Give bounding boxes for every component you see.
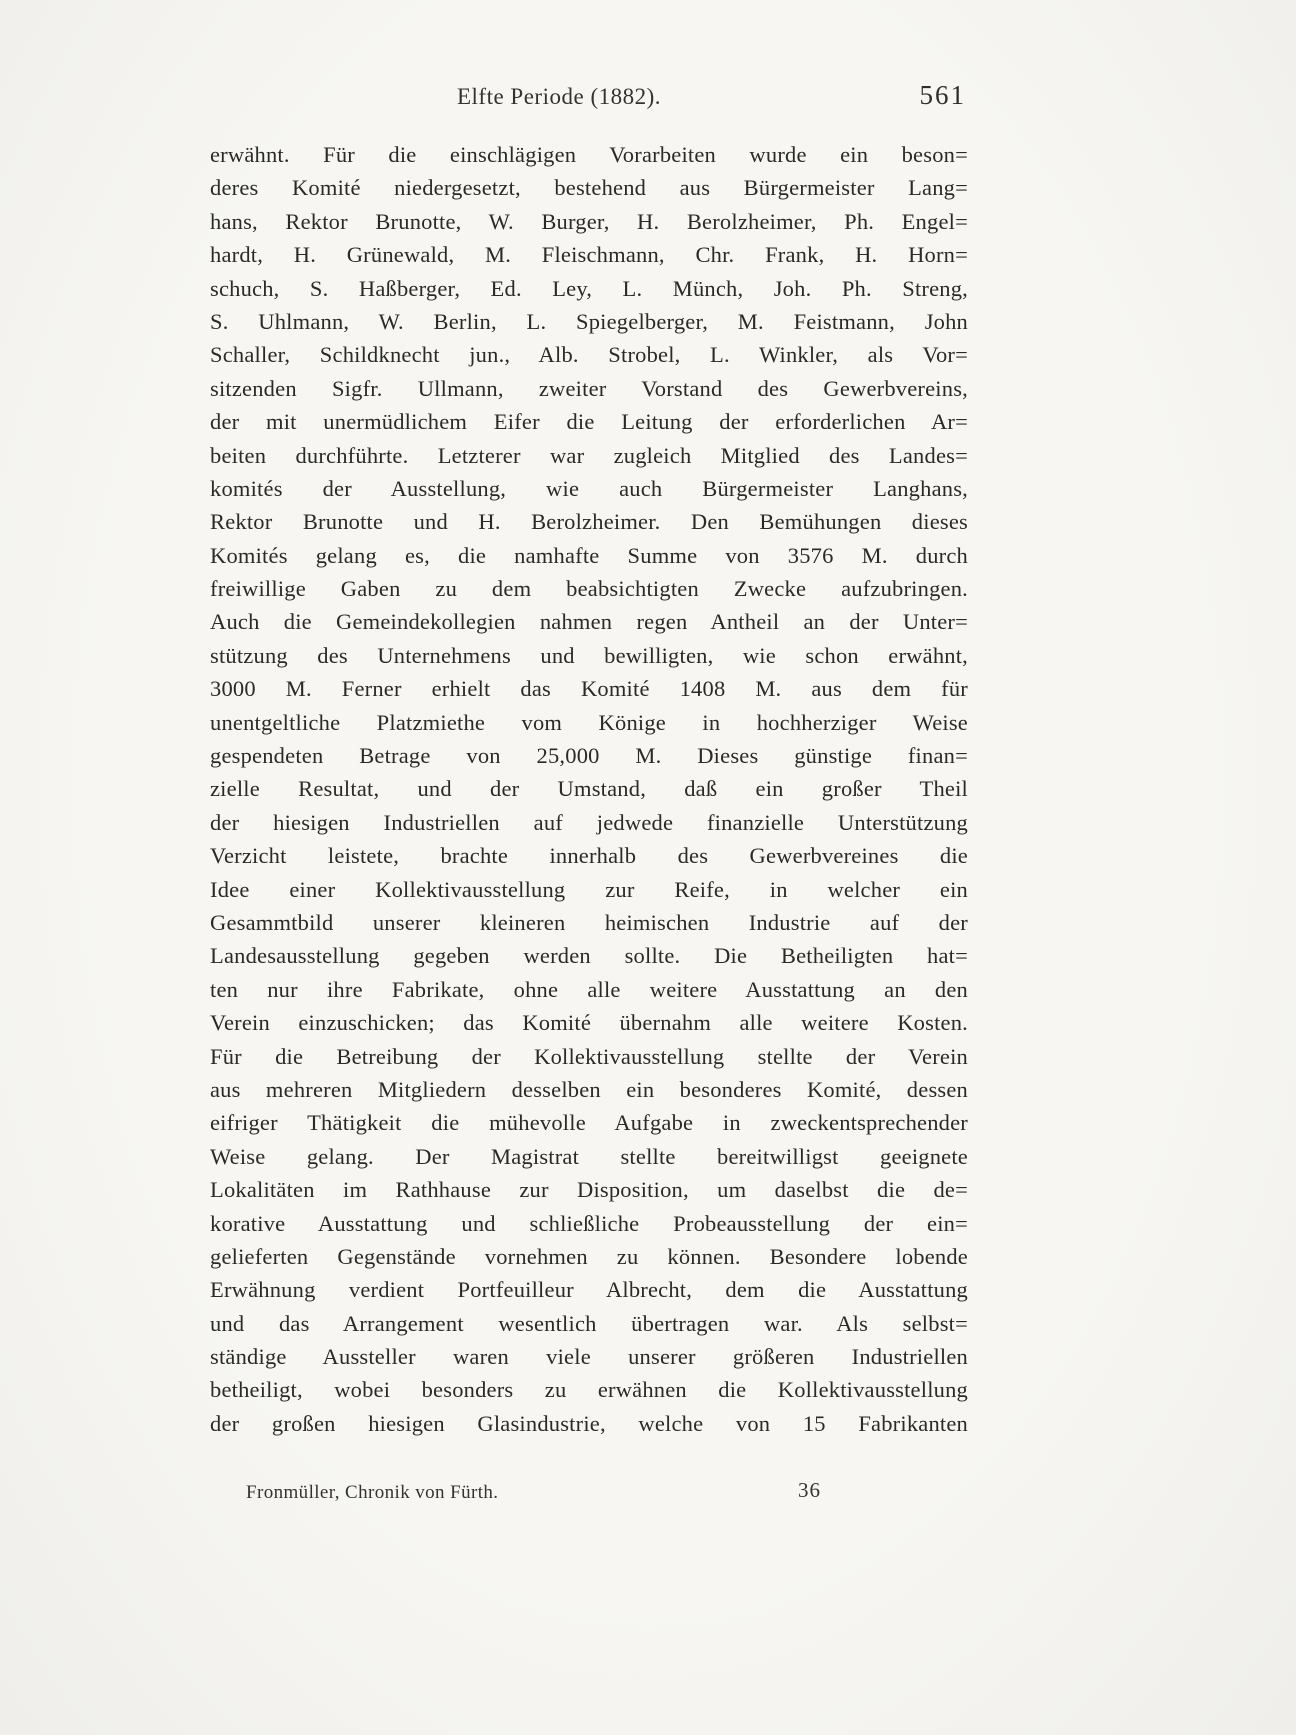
text-line: Komités gelang es, die namhafte Summe von 3576 M. durch <box>210 542 968 568</box>
text-line: der hiesigen Industriellen auf jedwede finanzielle Unterstützung <box>210 809 968 835</box>
text-line: Lokalitäten im Rathhause zur Disposition, um daselbst die de= <box>210 1177 968 1203</box>
text-line: zielle Resultat, und der Umstand, daß ein großer Theil <box>210 776 968 802</box>
text-line: erwähnt. Für die einschlägigen Vorarbeiten wurde ein beson= <box>210 142 968 167</box>
page-header <box>210 80 968 116</box>
footer-source: Fronmüller, Chronik von Fürth. <box>246 1482 499 1503</box>
running-title: Elfte Periode (1882). <box>456 84 662 109</box>
text-line: ständige Aussteller waren viele unserer größeren Industriellen <box>210 1344 968 1370</box>
text-line: stützung des Unternehmens und bewilligten, wie schon erwähnt, <box>210 642 968 668</box>
text-line: deres Komité niedergesetzt, bestehend aus Bürgermeister Lang= <box>210 175 968 201</box>
text-line: 3000 M. Ferner erhielt das Komité 1408 M. aus dem für <box>210 676 968 702</box>
text-line: der großen hiesigen Glasindustrie, welche von 15 Fabrikanten <box>210 1410 968 1436</box>
text-line: beiten durchführte. Letzterer war zugleich Mitglied des Landes= <box>210 442 968 468</box>
text-line: gespendeten Betrage von 25,000 M. Dieses günstige finan= <box>210 743 968 769</box>
text-line: ten nur ihre Fabrikate, ohne alle weitere Ausstattung an den <box>210 976 968 1002</box>
text-line: Idee einer Kollektivausstellung zur Reife, in welcher ein <box>210 876 968 902</box>
text-line: korative Ausstattung und schließliche Probeausstellung der ein= <box>210 1210 968 1236</box>
text-line: Landesausstellung gegeben werden sollte. Die Betheiligten hat= <box>210 943 968 969</box>
text-line: Auch die Gemeindekollegien nahmen regen Antheil an der Unter= <box>210 609 968 635</box>
text-line: hans, Rektor Brunotte, W. Burger, H. Berolzheimer, Ph. Engel= <box>210 208 968 234</box>
text-line: Verzicht leistete, brachte innerhalb des Gewerbvereines die <box>210 843 968 869</box>
text-line: betheiligt, wobei besonders zu erwähnen die Kollektivausstellung <box>210 1377 968 1403</box>
text-line: unentgeltliche Platzmiethe vom Könige in hochherziger Weise <box>210 709 968 735</box>
text-line: Rektor Brunotte und H. Berolzheimer. Den Bemühungen dieses <box>210 509 968 535</box>
text-line: komités der Ausstellung, wie auch Bürgermeister Langhans, <box>210 475 968 501</box>
page-number: 561 <box>919 80 966 110</box>
text-line: Verein einzuschicken; das Komité übernahm alle weitere Kosten. <box>210 1010 968 1036</box>
text-line: Für die Betreibung der Kollektivausstellung stellte der Verein <box>210 1043 968 1069</box>
text-line: S. Uhlmann, W. Berlin, L. Spiegelberger, M. Feistmann, John <box>210 308 968 334</box>
signature-mark: 36 <box>798 1478 821 1502</box>
text-line: der mit unermüdlichem Eifer die Leitung der erforderlichen Ar= <box>210 409 968 435</box>
text-line: hardt, H. Grünewald, M. Fleischmann, Chr. Frank, H. Horn= <box>210 242 968 268</box>
text-line: aus mehreren Mitgliedern desselben ein besonderes Komité, dessen <box>210 1076 968 1102</box>
text-line: Erwähnung verdient Portfeuilleur Albrecht, dem die Ausstattung <box>210 1277 968 1303</box>
text-line: schuch, S. Haßberger, Ed. Ley, L. Münch, Joh. Ph. Streng, <box>210 275 968 301</box>
page-footer <box>210 1478 968 1508</box>
text-line: freiwillige Gaben zu dem beabsichtigten Zwecke aufzubringen. <box>210 576 968 602</box>
text-line: sitzenden Sigfr. Ullmann, zweiter Vorstand des Gewerbvereins, <box>210 375 968 401</box>
body-text <box>210 138 968 1440</box>
text-line: Weise gelang. Der Magistrat stellte bereitwilligst geeignete <box>210 1143 968 1169</box>
text-line: Gesammtbild unserer kleineren heimischen Industrie auf der <box>210 909 968 935</box>
text-line: eifriger Thätigkeit die mühevolle Aufgabe in zweckentsprechender <box>210 1110 968 1136</box>
text-line: Schaller, Schildknecht jun., Alb. Strobel, L. Winkler, als Vor= <box>210 342 968 368</box>
text-line: gelieferten Gegenstände vornehmen zu können. Besondere lobende <box>210 1243 968 1269</box>
text-line: und das Arrangement wesentlich übertragen war. Als selbst= <box>210 1310 968 1336</box>
